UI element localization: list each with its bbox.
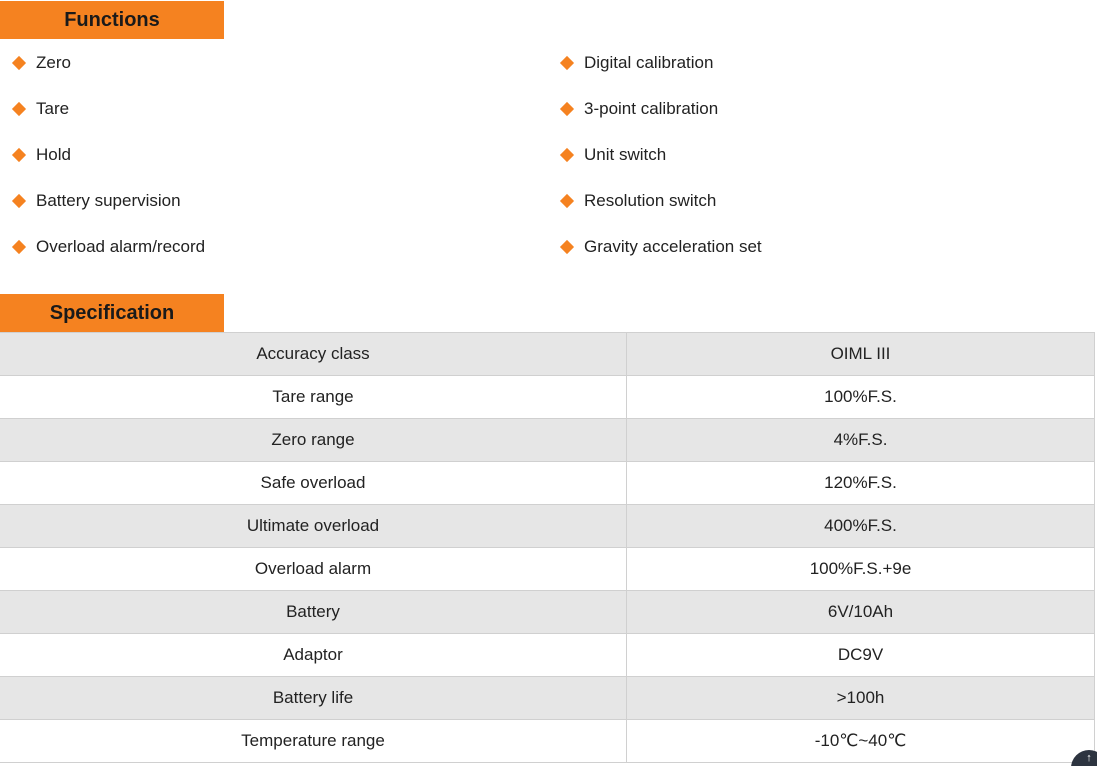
table-row — [0, 677, 1095, 720]
function-item-gravity-acceleration-set — [560, 224, 762, 270]
spec-value: 120%F.S. — [627, 462, 1095, 505]
functions-heading: Functions — [0, 1, 224, 39]
function-label: Zero — [36, 53, 71, 72]
function-label: Tare — [36, 99, 70, 118]
spec-value: 100%F.S. — [627, 376, 1095, 419]
function-item-battery-supervision — [12, 178, 205, 224]
spec-label: Tare range — [0, 376, 627, 419]
specification-table — [0, 332, 1095, 763]
specification-heading: Specification — [0, 294, 224, 332]
table-row — [0, 634, 1095, 677]
function-label: Unit switch — [584, 145, 667, 164]
function-label: Gravity acceleration set — [584, 237, 762, 256]
spec-label: Zero range — [0, 419, 627, 462]
arrow-up-icon: ↑ — [1086, 752, 1092, 764]
functions-list — [0, 40, 1097, 280]
spec-value: 400%F.S. — [627, 505, 1095, 548]
spec-value: -10℃~40℃ — [627, 720, 1095, 763]
spec-value: 100%F.S.+9e — [627, 548, 1095, 591]
spec-value: 6V/10Ah — [627, 591, 1095, 634]
spec-label: Safe overload — [0, 462, 627, 505]
table-row — [0, 591, 1095, 634]
spec-label: Battery — [0, 591, 627, 634]
diamond-bullet-icon — [12, 102, 26, 116]
function-label: Overload alarm/record — [36, 237, 206, 256]
functions-right-column — [560, 40, 762, 270]
diamond-bullet-icon — [12, 194, 26, 208]
table-row — [0, 505, 1095, 548]
diamond-bullet-icon — [560, 102, 574, 116]
table-row — [0, 548, 1095, 591]
table-row — [0, 462, 1095, 505]
spec-label: Ultimate overload — [0, 505, 627, 548]
spec-value: DC9V — [627, 634, 1095, 677]
spec-value: >100h — [627, 677, 1095, 720]
spec-value: OIML III — [627, 333, 1095, 376]
table-row — [0, 720, 1095, 763]
function-label: Resolution switch — [584, 191, 717, 210]
spec-label: Overload alarm — [0, 548, 627, 591]
spec-value: 4%F.S. — [627, 419, 1095, 462]
table-row — [0, 376, 1095, 419]
function-label: Digital calibration — [584, 53, 714, 72]
diamond-bullet-icon — [560, 148, 574, 162]
function-item-resolution-switch — [560, 178, 762, 224]
spec-label: Temperature range — [0, 720, 627, 763]
function-item-digital-calibration — [560, 40, 762, 86]
table-row — [0, 333, 1095, 376]
function-item-unit-switch — [560, 132, 762, 178]
function-label: Hold — [36, 145, 71, 164]
function-item-3-point-calibration — [560, 86, 762, 132]
function-item-zero — [12, 40, 205, 86]
function-item-hold — [12, 132, 205, 178]
diamond-bullet-icon — [560, 240, 574, 254]
diamond-bullet-icon — [12, 56, 26, 70]
diamond-bullet-icon — [12, 240, 26, 254]
functions-left-column — [12, 40, 205, 270]
diamond-bullet-icon — [560, 56, 574, 70]
spec-label: Accuracy class — [0, 333, 627, 376]
spec-label: Battery life — [0, 677, 627, 720]
function-item-tare — [12, 86, 205, 132]
spec-label: Adaptor — [0, 634, 627, 677]
table-row — [0, 419, 1095, 462]
diamond-bullet-icon — [12, 148, 26, 162]
diamond-bullet-icon — [560, 194, 574, 208]
function-label: 3-point calibration — [584, 99, 719, 118]
function-item-overload-alarm-record — [12, 224, 205, 270]
function-label: Battery supervision — [36, 191, 181, 210]
